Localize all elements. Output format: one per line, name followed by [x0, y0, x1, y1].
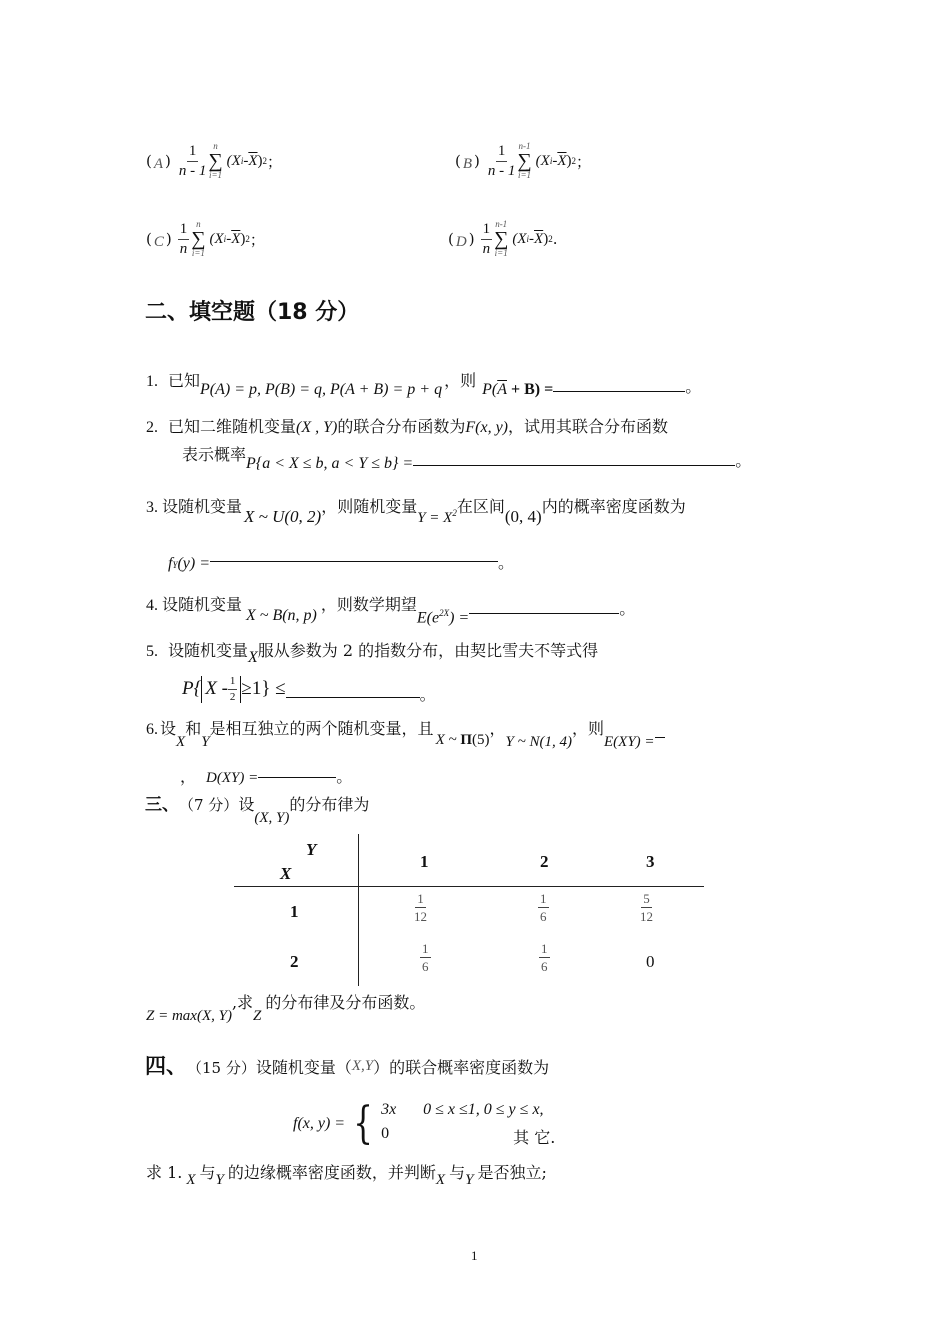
option-label: A: [153, 155, 164, 172]
terminator: 。: [685, 377, 702, 396]
question-text: 设: [160, 719, 177, 738]
question-text: 内的概率密度函数为: [541, 497, 686, 516]
power: 2: [548, 234, 553, 244]
table-corner-x: X: [280, 864, 292, 883]
terminator: ；: [249, 230, 265, 249]
question-2-6-line2: [180, 764, 352, 787]
fraction-denominator: 2: [229, 690, 236, 703]
option-label: D: [455, 233, 467, 250]
question-2-3-line2: [168, 550, 514, 573]
variable: X: [186, 1172, 196, 1188]
section3-question: [146, 990, 426, 1024]
option-b: [455, 136, 591, 186]
math-expression: (y) =: [177, 555, 211, 572]
subscript: i: [240, 156, 244, 166]
paren-close: ): [474, 152, 480, 170]
question-text: 设随机变量: [162, 497, 243, 516]
fraction: [179, 144, 207, 179]
question-text: 与: [199, 1163, 216, 1182]
table-corner-y: Y: [306, 840, 317, 859]
piecewise-function: [293, 1094, 555, 1154]
section4-score: （15 分）: [187, 1059, 256, 1077]
math-expression: Z = max(X, Y): [146, 1008, 232, 1024]
paren-close: ): [468, 230, 475, 248]
sigma-icon: ∑: [191, 228, 206, 250]
question-text: 的联合分布函数为: [337, 417, 466, 436]
table-vertical-divider: [358, 834, 359, 986]
fraction-denominator: n: [482, 240, 491, 257]
power: 2: [262, 156, 268, 166]
question-text: ，则: [444, 371, 477, 390]
subscript: Y: [172, 560, 178, 570]
minus: -: [529, 230, 535, 247]
variable: Y: [465, 1172, 474, 1188]
answer-blank: [258, 776, 336, 778]
math-expression: ≥1} ≤: [241, 678, 286, 699]
answer-blank: [553, 390, 685, 392]
superscript: 2X: [439, 607, 450, 618]
fraction-numerator: 1: [422, 941, 429, 956]
math-part: Y = X: [417, 510, 453, 526]
close-paren: ): [566, 152, 572, 169]
fraction: [640, 892, 653, 923]
question-text: 是否独立;: [477, 1163, 547, 1182]
question-2-1: [146, 368, 702, 398]
answer-blank: [413, 464, 735, 466]
fraction-numerator: 1: [540, 891, 547, 906]
sum-lower: i=1: [191, 248, 205, 258]
fraction-denominator: n: [179, 240, 188, 257]
fraction-numerator: 1: [187, 144, 199, 162]
x-bar: $\overline{X}$: [248, 152, 258, 169]
question-text: 表示概率: [182, 445, 247, 464]
table-cell: [640, 892, 653, 923]
question-text: 求 1.: [146, 1163, 183, 1182]
question-text: 是相互独立的两个随机变量，且: [209, 719, 434, 738]
minus: -: [243, 152, 249, 169]
sum-upper: n-1: [518, 141, 531, 151]
question-number: 4.: [146, 597, 158, 614]
table-col-header: 3: [646, 852, 655, 871]
sigma-icon: ∑: [517, 150, 532, 172]
x-bar: $\overline{X}$: [557, 152, 567, 169]
brace-icon: {: [353, 1098, 373, 1149]
summation: [191, 220, 205, 258]
table-cell: [539, 942, 550, 973]
math-expression: (0, 4): [504, 507, 542, 526]
term: (X: [226, 152, 241, 169]
sum-lower: i=1: [208, 170, 223, 180]
math-expression: X ~ B(n, p): [246, 607, 317, 624]
close-paren: ): [240, 230, 246, 247]
x-bar: $\overline{X}$: [231, 230, 241, 247]
question-number: 1.: [146, 373, 158, 390]
option-a: [146, 136, 282, 186]
summation: [208, 142, 222, 180]
math-expression: [482, 381, 553, 399]
fraction-numerator: 1: [541, 941, 548, 956]
question-text: 与: [449, 1163, 466, 1182]
math-expression: (X , Y): [296, 419, 338, 436]
question-2-3: [146, 494, 686, 526]
table-row-header: 1: [290, 902, 299, 921]
minus: -: [226, 230, 232, 247]
variable: X: [435, 1172, 446, 1188]
question-number: 3.: [146, 499, 158, 516]
section2-title: 二、填空题（18 分）: [145, 300, 360, 325]
section3-header: [145, 790, 370, 826]
question-text: ，则: [571, 719, 604, 738]
paren-open: (: [146, 152, 152, 170]
question-number: 2.: [146, 419, 158, 436]
fraction-denominator: 6: [541, 959, 548, 974]
fraction-denominator: n - 1: [487, 162, 516, 179]
math-expression: X,Y: [351, 1058, 374, 1074]
question-number: 5.: [146, 643, 158, 660]
question-text: 和: [185, 719, 202, 738]
question-text: 设: [238, 795, 255, 814]
fraction-numerator: 1: [228, 676, 238, 690]
a-bar: $\overline{A}$: [497, 381, 507, 398]
paren-open: (: [448, 230, 454, 248]
fraction-denominator: n - 1: [178, 162, 207, 179]
close-paren: ): [543, 230, 549, 247]
sum-lower: i=1: [494, 248, 508, 258]
question-text: ，试用其联合分布函数: [508, 417, 669, 436]
terminator: ；: [267, 152, 283, 171]
fraction-denominator: 6: [422, 959, 429, 974]
math-part: X -: [205, 678, 228, 699]
case-row: [381, 1101, 555, 1119]
question-number: 6.: [146, 721, 158, 738]
case-condition: 其 它.: [513, 1127, 556, 1147]
terminator: 。: [498, 553, 515, 572]
fraction: [414, 892, 427, 923]
terminator: 。: [419, 684, 436, 704]
question-text: 的边缘概率密度函数，并判断: [227, 1163, 436, 1182]
minus: -: [552, 152, 558, 169]
sigma-icon: ∑: [208, 150, 223, 172]
table-cell: [420, 942, 431, 973]
fraction-denominator: 12: [640, 909, 653, 924]
question-text: 已知二维随机变量: [168, 417, 297, 436]
paren-open: (: [455, 152, 461, 170]
math-expression: E(XY) =: [604, 734, 655, 750]
section3-score: （7 分）: [179, 796, 239, 814]
table-row-header: 2: [290, 952, 299, 971]
power: 2: [245, 234, 250, 244]
variable: Y: [201, 734, 210, 750]
question-2-6: [146, 716, 665, 750]
table-col-header: 2: [540, 852, 549, 871]
sum-lower: i=1: [517, 170, 532, 180]
question-2-4: [146, 592, 636, 626]
power: 2: [571, 156, 577, 166]
math-expression: [436, 732, 490, 749]
absolute-value: [201, 676, 241, 703]
subscript: i: [549, 156, 553, 166]
math-expression: P{: [182, 678, 202, 699]
math-part: + B) =: [507, 381, 554, 398]
math-expression: [417, 508, 457, 527]
math-expression: f: [168, 555, 173, 572]
variable: Z: [253, 1008, 262, 1024]
question-text: 设随机变量: [168, 641, 249, 660]
option-c: [146, 214, 265, 264]
table-cell: [414, 892, 427, 923]
terminator: 。: [336, 767, 353, 786]
table-horizontal-divider: [234, 886, 704, 887]
math-expression: P{a < X ≤ b, a < Y ≤ b} =: [246, 455, 414, 472]
sum-upper: n: [196, 219, 201, 229]
fraction: [228, 676, 238, 703]
sum-upper: n-1: [495, 219, 508, 229]
distribution-table: [234, 834, 704, 986]
fraction: [178, 222, 190, 257]
question-text: 设随机变量: [162, 595, 243, 614]
case-condition: 0 ≤ x ≤1, 0 ≤ y ≤ x,: [423, 1100, 544, 1118]
variable: Y: [215, 1172, 224, 1188]
math-expression: (X, Y): [254, 810, 290, 826]
math-expression: F(x, y): [465, 419, 508, 436]
question-2-5: [146, 638, 599, 666]
superscript: 2: [452, 508, 457, 518]
comma: ，: [489, 719, 506, 738]
pi-symbol: Π: [460, 732, 473, 748]
question-text: ,求: [231, 993, 254, 1012]
question-text: 设随机变量（: [255, 1058, 352, 1077]
terminator: 。: [735, 451, 752, 470]
section4-prefix: 四、: [145, 1054, 187, 1078]
term: (X: [535, 152, 550, 169]
comma: ，: [180, 767, 197, 786]
fraction: [420, 942, 431, 973]
math-part: E(e: [416, 609, 440, 626]
variable: X: [176, 734, 186, 750]
math-expression: X ~ U(0, 2): [244, 507, 322, 526]
fraction: [488, 144, 516, 179]
question-text: 已知: [168, 371, 201, 390]
question-text: 在区间: [456, 497, 505, 516]
terminator: .: [552, 230, 558, 248]
fraction: [481, 222, 493, 257]
math-expression: P(A) = p, P(B) = q, P(A + B) = p + q: [200, 381, 443, 398]
terminator: 。: [619, 599, 636, 618]
math-expression: D(XY) =: [206, 770, 259, 786]
question-2-5-line2: [182, 672, 436, 706]
summation: [494, 220, 508, 258]
piecewise-cases: [381, 1101, 555, 1148]
paren-close: ): [165, 230, 172, 248]
table-cell: 0: [646, 952, 655, 971]
fraction-denominator: 12: [414, 909, 427, 924]
question-text: 服从参数为 2 的指数分布，由契比雪夫不等式得: [257, 641, 599, 660]
sigma-icon: ∑: [494, 228, 509, 250]
close-paren: ): [257, 152, 263, 169]
math-part: (5): [472, 732, 490, 748]
case-row: [381, 1125, 555, 1148]
answer-blank: [655, 736, 665, 738]
math-part: ) =: [449, 609, 470, 626]
section4-header: [145, 1050, 549, 1080]
fraction: [538, 892, 549, 923]
question-text: 的分布律及分布函数。: [265, 993, 426, 1012]
option-label: B: [462, 155, 473, 172]
x-bar: $\overline{X}$: [534, 230, 544, 247]
function-name: f(x, y) =: [293, 1115, 346, 1132]
math-expression: X: [248, 649, 258, 666]
term: (X: [512, 230, 527, 247]
question-2-2: [146, 414, 668, 437]
fraction-numerator: 1: [496, 144, 508, 162]
question-2-2-line2: [182, 442, 752, 472]
question-text: ）的联合概率密度函数为: [373, 1058, 550, 1077]
paren-close: ): [165, 152, 171, 170]
option-label: C: [153, 233, 164, 250]
table-col-header: 1: [420, 852, 429, 871]
fraction-numerator: 1: [481, 222, 493, 240]
math-expression: Y ~ N(1, 4): [505, 734, 572, 750]
summation: [517, 142, 531, 180]
terminator: ；: [576, 152, 592, 171]
question-text: ，则随机变量: [321, 497, 418, 516]
option-d: [448, 214, 557, 264]
subscript: i: [223, 234, 227, 244]
answer-blank: [469, 612, 619, 614]
table-cell: [538, 892, 549, 923]
fraction: [539, 942, 550, 973]
page-number: 1: [471, 1248, 478, 1263]
paren-open: (: [146, 230, 152, 248]
question-text: ，则数学期望: [320, 595, 417, 614]
subscript: i: [526, 234, 530, 244]
math-expression: [417, 608, 469, 627]
math-part: P(: [482, 381, 498, 398]
sum-upper: n: [213, 141, 218, 151]
fraction-numerator: 5: [643, 891, 650, 906]
fraction-denominator: 6: [540, 909, 547, 924]
math-part: X ~: [435, 732, 461, 748]
fraction-numerator: 1: [417, 891, 424, 906]
term: (X: [209, 230, 224, 247]
section4-question-1: [146, 1160, 547, 1188]
case-expression: 3x: [381, 1100, 397, 1118]
answer-blank: [286, 696, 420, 698]
answer-blank: [210, 560, 498, 562]
question-text: 的分布律为: [289, 795, 370, 814]
section3-prefix: 三、: [145, 795, 179, 815]
case-expression: 0: [381, 1124, 390, 1142]
fraction-numerator: 1: [178, 222, 190, 240]
